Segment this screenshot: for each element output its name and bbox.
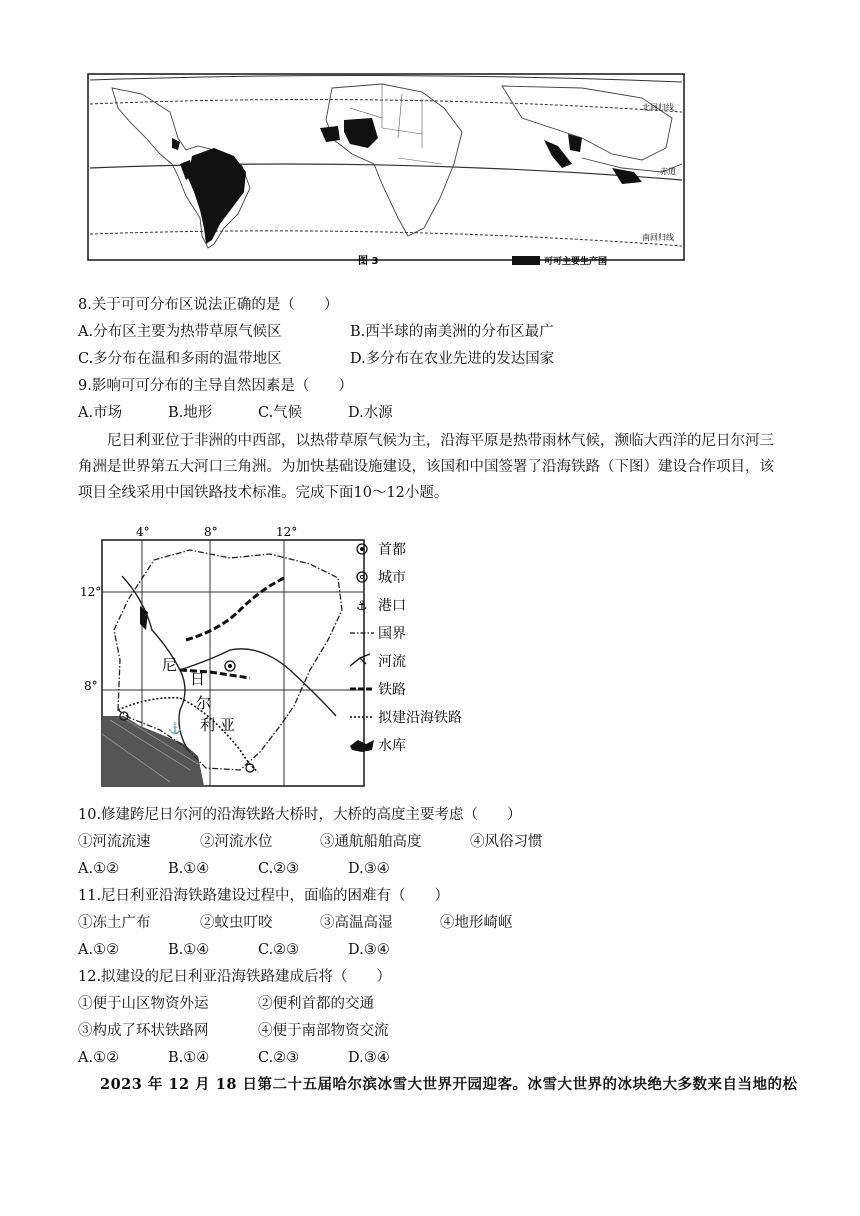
- q10-item-4: ④风俗习惯: [470, 834, 543, 850]
- legend-river: 河流: [378, 654, 406, 670]
- q10-option-d[interactable]: D.③④: [348, 861, 390, 877]
- lon-label-8: 8°: [204, 525, 218, 539]
- q12-option-c[interactable]: C.②③: [258, 1050, 300, 1066]
- q12-option-b[interactable]: B.①④: [168, 1050, 210, 1066]
- equator-label: 赤道: [660, 167, 676, 176]
- q11-item-1: ①冻土广布: [78, 915, 151, 931]
- lon-label-4: 4°: [136, 525, 150, 539]
- q11-item-3: ③高温高湿: [320, 915, 393, 931]
- q10-item-3: ③通航船舶高度: [320, 834, 422, 850]
- q12-item-2: ②便利首都的交通: [258, 996, 374, 1012]
- legend-capital: 首都: [378, 542, 406, 558]
- q10-item-1: ①河流流速: [78, 834, 151, 850]
- country-char-ri: 日: [190, 670, 206, 688]
- legend-city: 城市: [378, 570, 406, 586]
- tropic-north-label: 北回归线: [642, 103, 674, 112]
- q8-option-d[interactable]: D.多分布在农业先进的发达国家: [350, 351, 555, 367]
- legend-planned-railway: 拟建沿海铁路: [378, 710, 462, 726]
- legend-reservoir: 水库: [378, 738, 406, 754]
- lat-label-8: 8°: [84, 679, 98, 693]
- q8-option-c[interactable]: C.多分布在温和多雨的温带地区: [78, 351, 282, 367]
- country-char-ni: 尼: [162, 656, 178, 674]
- q12-item-4: ④便于南部物资交流: [258, 1023, 389, 1039]
- legend-port: 港口: [378, 598, 406, 614]
- figure-caption: 图 3: [358, 256, 379, 267]
- legend-border: 国界: [378, 626, 406, 642]
- q9-option-a[interactable]: A.市场: [78, 405, 123, 421]
- q12-option-d[interactable]: D.③④: [348, 1050, 390, 1066]
- q11-item-4: ④地形崎岖: [440, 915, 513, 931]
- q10-item-2: ②河流水位: [200, 834, 273, 850]
- country-char-ya: 亚: [220, 716, 236, 734]
- svg-text:⚓: ⚓: [168, 722, 182, 735]
- q8-option-a[interactable]: A.分布区主要为热带草原气候区: [78, 324, 282, 340]
- q11-item-2: ②蚊虫叮咬: [200, 915, 273, 931]
- legend-swatch: [512, 256, 540, 265]
- cocoa-world-map: [82, 68, 688, 268]
- tropic-south-label: 南回归线: [642, 233, 674, 242]
- q8-option-b[interactable]: B.西半球的南美洲的分布区最广: [350, 324, 554, 340]
- q10-option-a[interactable]: A.①②: [78, 861, 120, 877]
- nigeria-railway-map: [80, 520, 560, 790]
- q11-option-a[interactable]: A.①②: [78, 942, 120, 958]
- legend-label: 可可主要生产国: [544, 257, 608, 267]
- q10-option-c[interactable]: C.②③: [258, 861, 300, 877]
- q11-stem: 11.尼日利亚沿海铁路建设过程中，面临的困难有（ ）: [78, 888, 450, 904]
- south-america-producer-area: [188, 148, 246, 244]
- q12-item-3: ③构成了环状铁路网: [78, 1023, 209, 1039]
- q10-option-b[interactable]: B.①④: [168, 861, 210, 877]
- q12-item-1: ①便于山区物资外运: [78, 996, 209, 1012]
- nigeria-passage: 尼日利亚位于非洲的中西部，以热带草原气候为主，沿海平原是热带雨林气候，濒临大西洋的尼日尔河三角洲是世界第五大河口三角洲。为加快基础设施建设，该国和中国签署了沿海铁路（下图）建设合作项目，该项目全线采用中国铁路技术标准。完成下面10～12小题。: [78, 433, 774, 501]
- q12-stem: 12.拟建设的尼日利亚沿海铁路建成后将（ ）: [78, 969, 392, 985]
- country-char-li: 利: [200, 716, 216, 734]
- svg-text:⚓: ⚓: [356, 599, 368, 614]
- q11-option-b[interactable]: B.①④: [168, 942, 210, 958]
- lat-label-12: 12°: [80, 585, 102, 599]
- country-char-er: 尔: [196, 694, 212, 712]
- west-africa-producer-area: [320, 126, 340, 142]
- q12-option-a[interactable]: A.①②: [78, 1050, 120, 1066]
- q9-option-b[interactable]: B.地形: [168, 405, 213, 421]
- q11-option-c[interactable]: C.②③: [258, 942, 300, 958]
- q10-stem: 10.修建跨尼日尔河的沿海铁路大桥时，大桥的高度主要考虑（ ）: [78, 807, 522, 823]
- harbin-passage: 2023 年 12 月 18 日第二十五届哈尔滨冰雪大世界开园迎客。冰雪大世界的冰块绝大多数来自当地的松: [100, 1076, 798, 1093]
- southeast-asia-producer-area: [544, 140, 572, 168]
- q11-option-d[interactable]: D.③④: [348, 942, 390, 958]
- q8-stem: 8.关于可可分布区说法正确的是（ ）: [78, 297, 339, 313]
- lon-label-12: 12°: [276, 525, 298, 539]
- q9-option-d[interactable]: D.水源: [348, 405, 393, 421]
- q9-option-c[interactable]: C.气候: [258, 405, 303, 421]
- legend-railway: 铁路: [378, 682, 406, 698]
- q9-stem: 9.影响可可分布的主导自然因素是（ ）: [78, 378, 353, 394]
